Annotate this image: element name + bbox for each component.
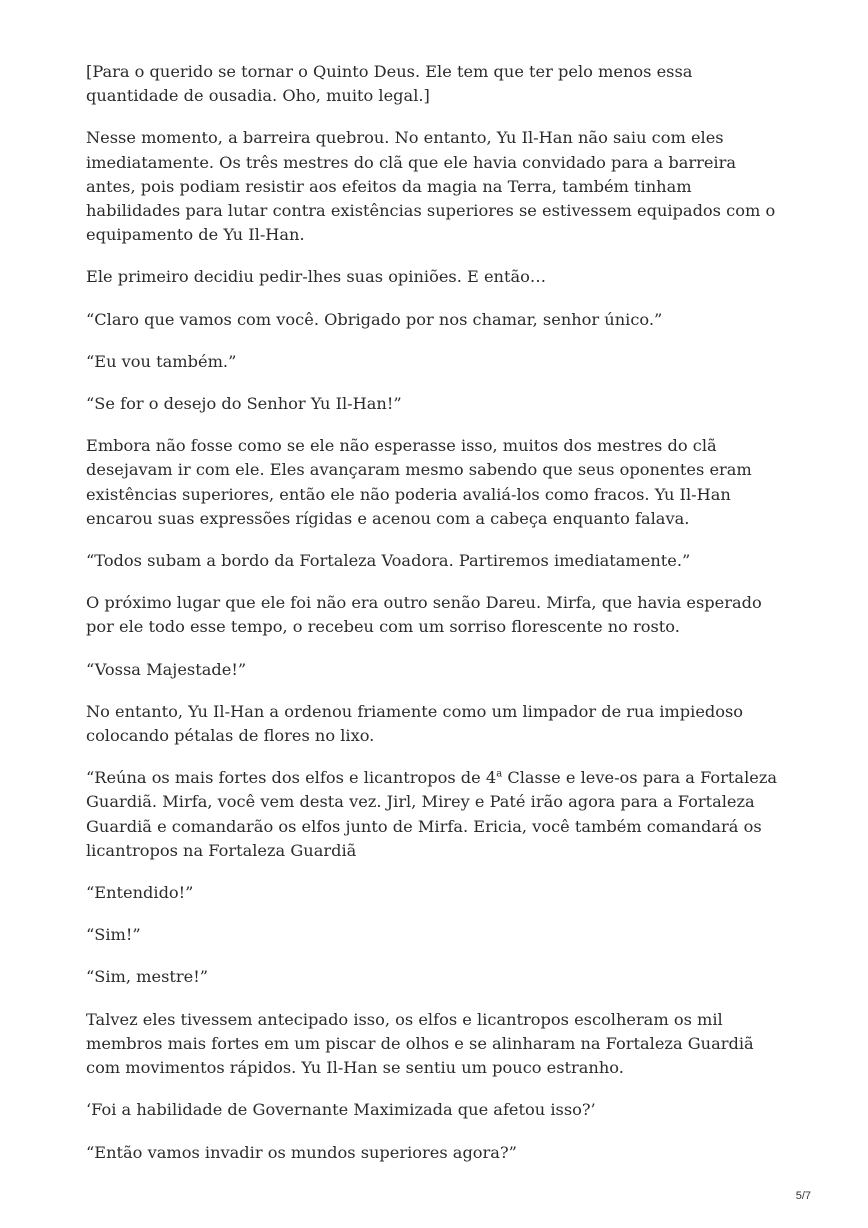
dialogue-line: “Vossa Majestade!” <box>86 659 247 679</box>
paragraph: Talvez eles tivessem antecipado isso, os elfos e licantropos escolheram os mil membros mais fortes em um piscar de olhos e se alinharam na Fortaleza Guardiã com movimentos rápidos. Yu Il-Han se sentiu um pouco estranho. <box>86 1009 754 1078</box>
paragraph: No entanto, Yu Il-Han a ordenou friamente como um limpador de rua impiedoso colocando pétalas de flores no lixo. <box>86 701 744 746</box>
page-number: 5/7 <box>795 1190 811 1202</box>
paragraph: Embora não fosse como se ele não esperasse isso, muitos dos mestres do clã desejavam ir com ele. Eles avançaram mesmo sabendo que seus oponentes eram existências superiores, então ele não poderia avaliá-los como fracos. Yu Il-Han encarou suas expressões rígidas e acenou com a cabeça enquanto falava. <box>86 436 752 528</box>
paragraph: Ele primeiro decidiu pedir-lhes suas opiniões. E então… <box>86 267 547 287</box>
dialogue-line: “Sim!” <box>86 925 141 945</box>
paragraph: Nesse momento, a barreira quebrou. No entanto, Yu Il-Han não saiu com eles imediatamente. Os três mestres do clã que ele havia convidado para a barreira antes, pois podiam resistir aos efeitos da magia na Terra, também tinham habilidades para lutar contra existências superiores se estivessem equipados com o equipamento de Yu Il-Han. <box>86 128 776 245</box>
text-run: “Reúna os mais fortes dos elfos e licantropos de 4 <box>86 768 497 788</box>
dialogue-line: “Entendido!” <box>86 883 194 903</box>
dialogue-line: “Claro que vamos com você. Obrigado por nos chamar, senhor único.” <box>86 309 663 329</box>
dialogue-line: “Todos subam a bordo da Fortaleza Voadora. Partiremos imediatamente.” <box>86 551 691 571</box>
thought-line: ‘Foi a habilidade de Governante Maximizada que afetou isso?’ <box>86 1100 596 1120</box>
dialogue-line: “Eu vou também.” <box>86 351 237 371</box>
dialogue-line: “Então vamos invadir os mundos superiores agora?” <box>86 1142 517 1162</box>
ordinal-superscript: a <box>496 768 503 780</box>
document-body <box>86 60 786 1183</box>
paragraph: O próximo lugar que ele foi não era outro senão Dareu. Mirfa, que havia esperado por ele todo esse tempo, o recebeu com um sorriso florescente no rosto. <box>86 593 762 637</box>
dialogue-line: “Se for o desejo do Senhor Yu Il-Han!” <box>86 394 402 414</box>
paragraph: [Para o querido se tornar o Quinto Deus. Ele tem que ter pelo menos essa quantidade de ousadia. Oho, muito legal.] <box>86 62 693 106</box>
dialogue-paragraph <box>86 766 786 863</box>
dialogue-line: “Sim, mestre!” <box>86 967 209 987</box>
text-run: Classe e leve-os para a Fortaleza Guardiã. Mirfa, você vem desta vez. Jirl, Mirey e Paté irão agora para a Fortaleza Guardiã e comandarão os elfos junto de Mirfa. Ericia, você também comandará os licantropos na Fortaleza Guardiã <box>86 768 778 860</box>
